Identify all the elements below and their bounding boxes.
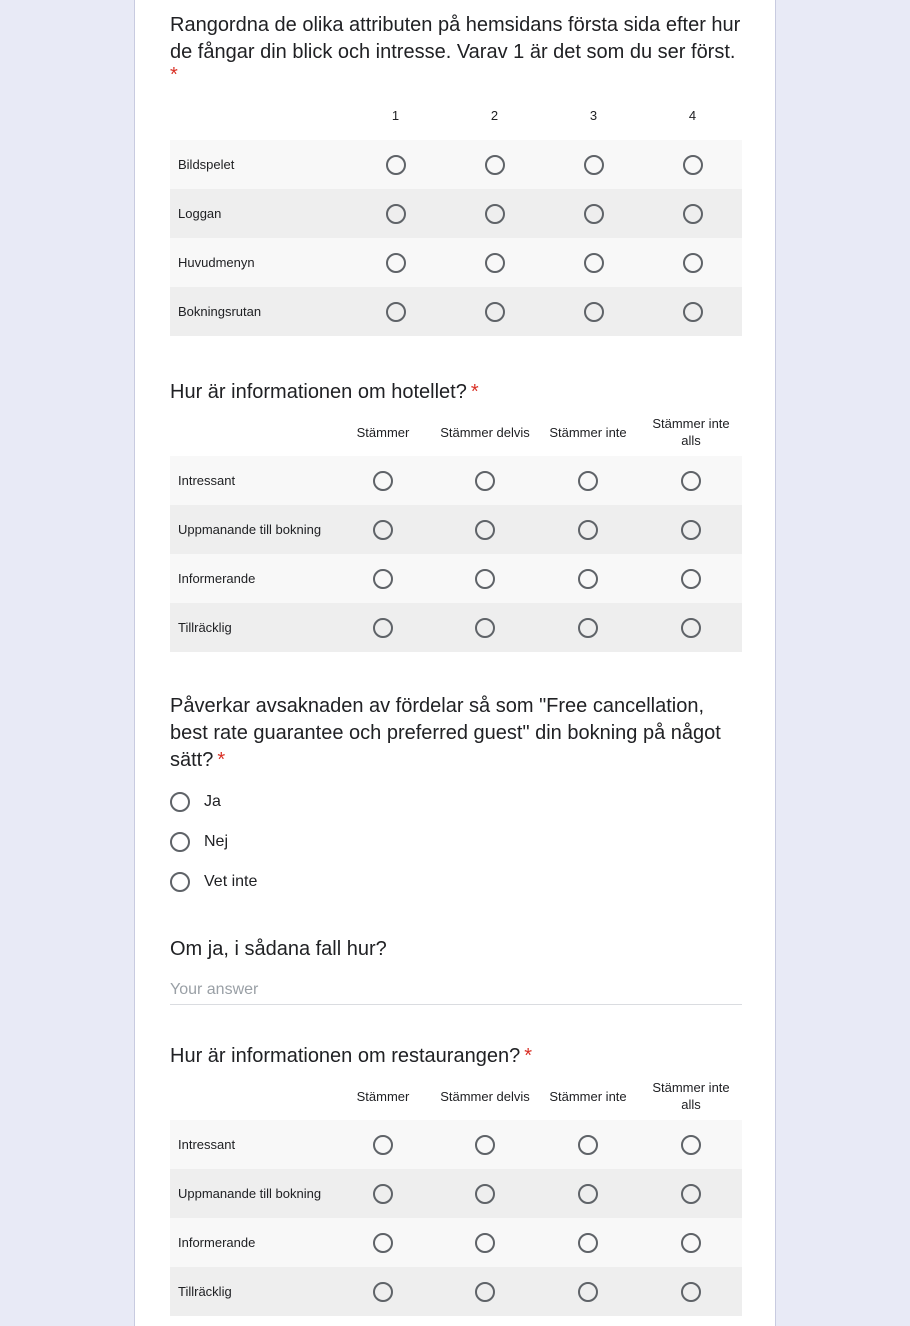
- radio-button[interactable]: [373, 1184, 393, 1204]
- radio-button[interactable]: [485, 302, 505, 322]
- grid-column-header: Stämmer delvis: [440, 1088, 530, 1104]
- question-benefits: [170, 693, 742, 902]
- grid-column-header: Stämmer inte alls: [652, 1080, 730, 1112]
- option-label: Nej: [204, 833, 229, 850]
- grid-column-header: Stämmer: [356, 424, 410, 440]
- radio-button[interactable]: [475, 569, 495, 589]
- radio-button[interactable]: [681, 1282, 701, 1302]
- radio-button[interactable]: [386, 253, 406, 273]
- grid-row-label: Intressant: [170, 1120, 332, 1169]
- radio-button[interactable]: [386, 155, 406, 175]
- grid-column-header: 3: [589, 107, 598, 123]
- grid-header-blank: [170, 408, 332, 456]
- radio-button[interactable]: [681, 520, 701, 540]
- radio-button[interactable]: [485, 253, 505, 273]
- grid-row: [170, 189, 742, 238]
- radio-button[interactable]: [681, 471, 701, 491]
- grid-row-label: Uppmanande till bokning: [170, 505, 332, 554]
- grid-row: [170, 140, 742, 189]
- radio-button[interactable]: [584, 253, 604, 273]
- radio-button[interactable]: [170, 832, 190, 852]
- radio-button[interactable]: [578, 520, 598, 540]
- grid-row-label: Uppmanande till bokning: [170, 1169, 332, 1218]
- radio-button[interactable]: [584, 155, 604, 175]
- radio-group: [170, 782, 742, 902]
- grid-row: [170, 238, 742, 287]
- grid-row: [170, 1120, 742, 1169]
- radio-button[interactable]: [386, 302, 406, 322]
- radio-button[interactable]: [386, 204, 406, 224]
- grid-row-label: Bokningsrutan: [170, 287, 346, 336]
- grid-column-header: Stämmer inte: [549, 424, 627, 440]
- grid-column-header: Stämmer inte alls: [652, 416, 730, 448]
- radio-button[interactable]: [475, 1282, 495, 1302]
- radio-button[interactable]: [683, 155, 703, 175]
- radio-button[interactable]: [373, 1233, 393, 1253]
- required-asterisk: *: [170, 64, 178, 86]
- radio-button[interactable]: [373, 1282, 393, 1302]
- radio-button[interactable]: [475, 1233, 495, 1253]
- question-title: [170, 12, 742, 84]
- option-ja[interactable]: [170, 782, 742, 822]
- grid-column-header: 4: [688, 107, 697, 123]
- grid-row: [170, 554, 742, 603]
- radio-button[interactable]: [373, 569, 393, 589]
- radio-button[interactable]: [373, 520, 393, 540]
- grid-row-label: Intressant: [170, 456, 332, 505]
- question-text: Rangordna de olika attributen på hemsidans första sida efter hur de fångar din blick och intresse. Varav 1 är det som du ser först.: [170, 14, 741, 63]
- option-label: Vet inte: [204, 873, 258, 890]
- radio-button[interactable]: [373, 1135, 393, 1155]
- radio-button[interactable]: [683, 302, 703, 322]
- ranking-grid: [170, 90, 742, 336]
- grid-header-blank: [170, 90, 346, 140]
- radio-button[interactable]: [681, 1184, 701, 1204]
- grid-row-label: Informerande: [170, 554, 332, 603]
- question-text: Påverkar avsaknaden av fördelar så som "Free cancellation, best rate guarantee och preferred guest" din bokning på något sätt?: [170, 695, 721, 771]
- grid-column-header: 2: [490, 107, 499, 123]
- answer-input[interactable]: [170, 979, 742, 1005]
- option-nej[interactable]: [170, 822, 742, 862]
- question-hotel-info: [170, 379, 742, 652]
- restaurant-info-grid: [170, 1072, 742, 1316]
- radio-button[interactable]: [475, 1135, 495, 1155]
- form-card: [134, 0, 776, 1326]
- required-asterisk: *: [524, 1045, 532, 1067]
- grid-row: [170, 1218, 742, 1267]
- question-restaurant-info: [170, 1043, 742, 1316]
- radio-button[interactable]: [681, 618, 701, 638]
- radio-button[interactable]: [475, 618, 495, 638]
- radio-button[interactable]: [578, 1282, 598, 1302]
- required-asterisk: *: [217, 749, 226, 771]
- radio-button[interactable]: [578, 1184, 598, 1204]
- question-title: [170, 1043, 742, 1070]
- radio-button[interactable]: [373, 618, 393, 638]
- grid-row-label: Tillräcklig: [170, 603, 332, 652]
- radio-button[interactable]: [485, 204, 505, 224]
- grid-row: [170, 1169, 742, 1218]
- radio-button[interactable]: [485, 155, 505, 175]
- grid-row: [170, 287, 742, 336]
- grid-column-header: Stämmer inte: [549, 1088, 627, 1104]
- grid-column-header: 1: [391, 107, 400, 123]
- radio-button[interactable]: [584, 302, 604, 322]
- grid-column-header: Stämmer: [356, 1088, 410, 1104]
- grid-row-label: Loggan: [170, 189, 346, 238]
- question-text: Hur är informationen om restaurangen?: [170, 1045, 521, 1067]
- radio-button[interactable]: [475, 520, 495, 540]
- radio-button[interactable]: [475, 1184, 495, 1204]
- radio-button[interactable]: [578, 569, 598, 589]
- radio-button[interactable]: [373, 471, 393, 491]
- option-label: Ja: [204, 793, 221, 810]
- radio-button[interactable]: [170, 792, 190, 812]
- question-title: Om ja, i sådana fall hur?: [170, 938, 387, 960]
- radio-button[interactable]: [681, 1135, 701, 1155]
- radio-button[interactable]: [170, 872, 190, 892]
- radio-button[interactable]: [578, 1233, 598, 1253]
- question-how: [170, 936, 742, 1005]
- radio-button[interactable]: [475, 471, 495, 491]
- hotel-info-grid: [170, 408, 742, 652]
- radio-button[interactable]: [681, 569, 701, 589]
- radio-button[interactable]: [681, 1233, 701, 1253]
- grid-row-label: Tillräcklig: [170, 1267, 332, 1316]
- radio-button[interactable]: [683, 204, 703, 224]
- grid-row: [170, 505, 742, 554]
- grid-row-label: Informerande: [170, 1218, 332, 1267]
- required-asterisk: *: [470, 381, 479, 403]
- question-text: Hur är informationen om hotellet?: [170, 381, 467, 403]
- radio-button[interactable]: [578, 471, 598, 491]
- grid-row: [170, 1267, 742, 1316]
- grid-row: [170, 456, 742, 505]
- radio-button[interactable]: [683, 253, 703, 273]
- grid-column-header: Stämmer delvis: [440, 424, 530, 440]
- question-title: [170, 379, 742, 406]
- radio-button[interactable]: [578, 618, 598, 638]
- grid-header-blank: [170, 1072, 332, 1120]
- question-ranking: [170, 12, 742, 336]
- radio-button[interactable]: [584, 204, 604, 224]
- grid-row-label: Bildspelet: [170, 140, 346, 189]
- option-vet-inte[interactable]: [170, 862, 742, 902]
- grid-row-label: Huvudmenyn: [170, 238, 346, 287]
- question-title: [170, 693, 742, 774]
- grid-row: [170, 603, 742, 652]
- radio-button[interactable]: [578, 1135, 598, 1155]
